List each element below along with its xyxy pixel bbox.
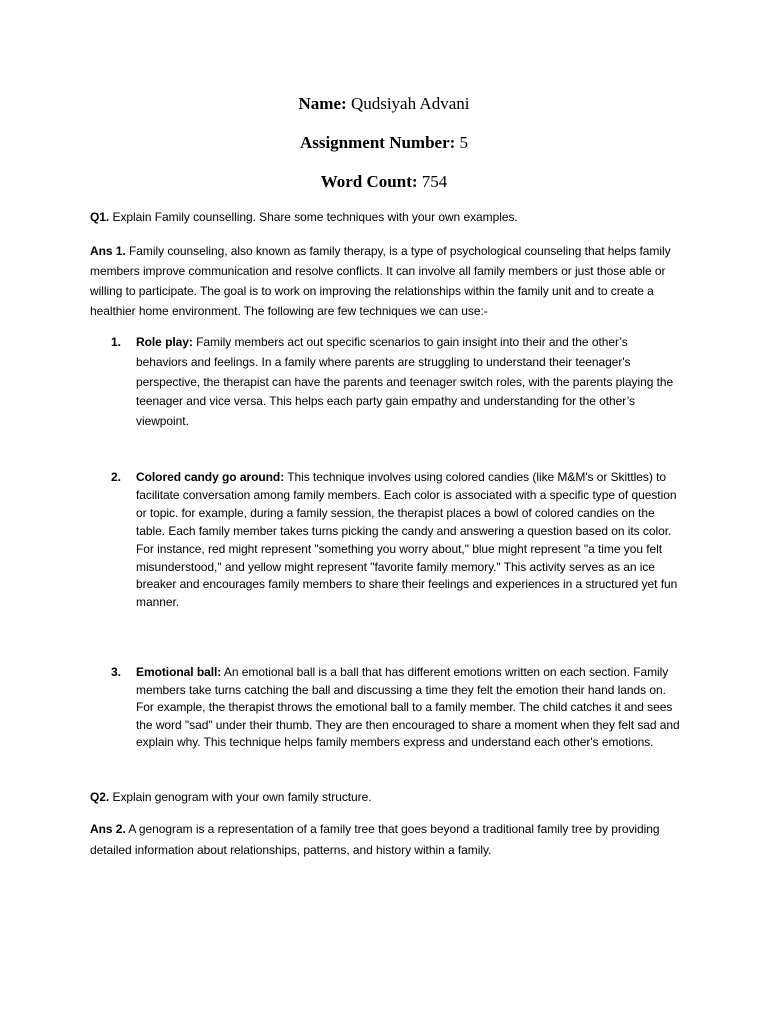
word-count-label: Word Count: (320, 172, 418, 191)
answer-1-label: Ans 1. (90, 244, 126, 258)
technique-item-2 (111, 469, 682, 612)
technique-1-text: Family members act out specific scenarios to gain insight into their and the other’s behaviors and feelings. In a family where parents are struggling to understand their teenager's perspective, the therapist can have the parents and teenager switch roles, with the parents playing the teenager and vice versa. This helps each party gain empathy and understanding for the other’s viewpoint. (136, 335, 674, 429)
technique-1-number: 1. (111, 335, 121, 349)
name-label: Name: (298, 94, 347, 113)
answer-1 (90, 241, 680, 321)
technique-item-3 (111, 664, 682, 752)
technique-3-title: Emotional ball: (136, 665, 222, 679)
answer-2 (90, 819, 680, 861)
question-2-text: Explain genogram with your own family structure. (109, 790, 372, 804)
technique-3-text: An emotional ball is a ball that has different emotions written on each section. Family members take turns catching the ball and discussing a time they felt the emotion their hand lands on. For example, the therapist throws the emotional ball to a family member. The child catches it and sees the word "sad" under their thumb. They are then encouraged to share a moment when they felt sad and explain why. This technique helps family members express and understand each other's emotions. (136, 665, 680, 750)
assignment-number-line (0, 132, 768, 154)
answer-2-label: Ans 2. (90, 822, 126, 836)
question-1-text: Explain Family counselling. Share some techniques with your own examples. (109, 210, 518, 224)
word-count-line (0, 171, 768, 193)
assignment-label: Assignment Number: (299, 133, 456, 152)
answer-1-text: Family counseling, also known as family therapy, is a type of psychological counseling that helps family members improve communication and resolve conflicts. It can involve all family members or just those able or willing to participate. The goal is to work on improving the relationships within the family unit and to create a healthier home environment. The following are few techniques we can use:- (90, 244, 671, 318)
technique-2-number: 2. (111, 470, 121, 484)
question-1-label: Q1. (90, 210, 110, 224)
assignment-value: 5 (455, 133, 469, 152)
word-count-value: 754 (417, 172, 448, 191)
technique-2-title: Colored candy go around: (136, 470, 285, 484)
technique-2-text: This technique involves using colored candies (like M&M's or Skittles) to facilitate conversation among family members. Each color is associated with a specific type of question or topic. for example, during a family session, the therapist places a bowl of colored candies on the table. Each family member takes turns picking the candy and answering a question based on its color. For instance, red might represent "something you worry about," blue might represent "a time you felt misunderstood," and yellow might represent "favorite family memory." This activity serves as an ice breaker and encourages family members to share their feelings and experiences in a structured yet fun manner. (136, 470, 678, 610)
technique-3-number: 3. (111, 665, 121, 679)
technique-item-1 (111, 333, 682, 432)
answer-2-text: A genogram is a representation of a family tree that goes beyond a traditional family tree by providing detailed information about relationships, patterns, and history within a family. (90, 822, 660, 857)
question-1 (90, 208, 680, 226)
name-value: Qudsiyah Advani (346, 94, 470, 113)
question-2-label: Q2. (90, 790, 110, 804)
question-2 (90, 788, 680, 806)
technique-1-title: Role play: (136, 335, 193, 349)
student-name-line (0, 93, 768, 115)
